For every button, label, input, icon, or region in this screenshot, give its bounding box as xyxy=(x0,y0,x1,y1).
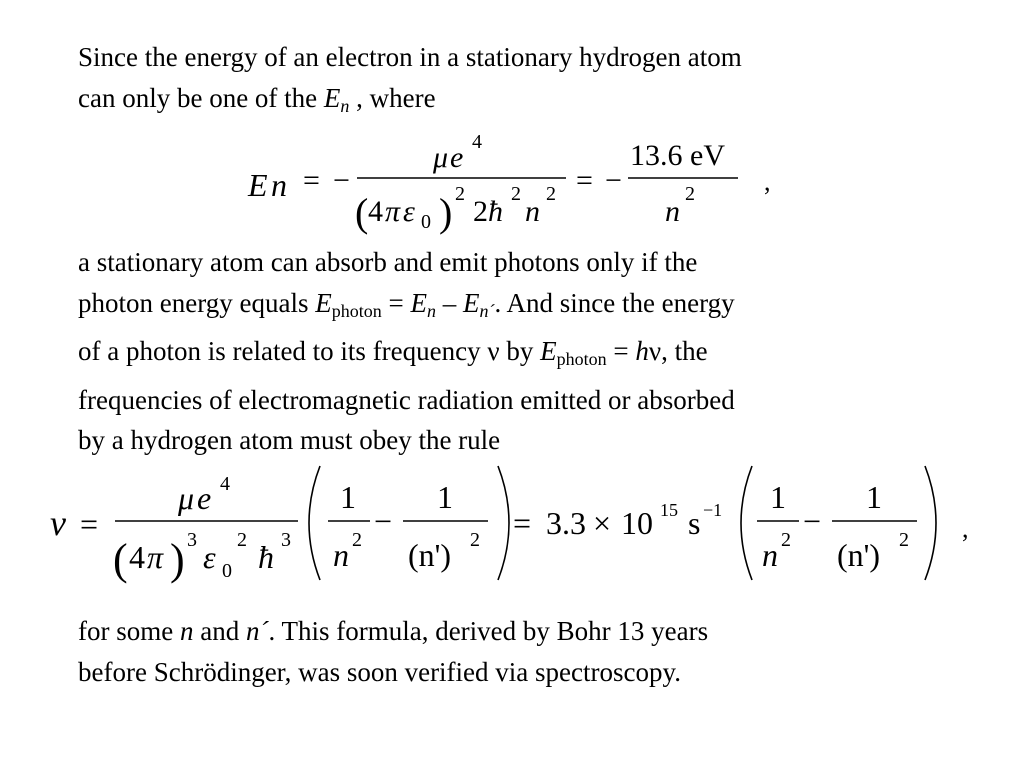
eq1-exp-4: 4 xyxy=(472,131,482,153)
eq1-four: 4 xyxy=(368,195,383,228)
conclusion-paragraph xyxy=(78,611,958,692)
eq2-times: × xyxy=(593,505,612,541)
eq2-epsilon-exp-2: 2 xyxy=(237,529,247,551)
eq2-hbar-exp-3: 3 xyxy=(281,529,291,551)
conclusion-line-2: before Schrödinger, was soon verified via spectroscopy. xyxy=(78,656,681,687)
eq2-n-c-exp-2: 2 xyxy=(781,529,791,551)
eq2-mu: μ xyxy=(178,480,195,516)
eq1-denominator-exp-2: 2 xyxy=(685,183,695,205)
eq2-one-b: 1 xyxy=(437,479,453,515)
eq1-two: 2 xyxy=(473,195,488,228)
conclusion-n: n xyxy=(179,616,194,646)
photon-line-1: a stationary atom can absorb and emit photons only if the xyxy=(78,247,698,277)
eq2-pi: π xyxy=(147,539,164,575)
eq1-rparen: ) xyxy=(439,190,453,235)
eq1-hbar-exp-2: 2 xyxy=(511,183,521,205)
eq2-nprime-d-exp-2: 2 xyxy=(899,529,909,551)
energy-nprime-symbol: E xyxy=(462,287,480,318)
eq1-minus-2: − xyxy=(605,164,622,197)
photon-subscript-2: photon xyxy=(556,349,607,369)
eq2-epsilon-sub-0: 0 xyxy=(222,560,232,582)
eq1-epsilon-sub-0: 0 xyxy=(421,211,431,233)
energy-n-symbol: E xyxy=(410,287,427,318)
eq2-hbar: ħ xyxy=(258,539,274,575)
eq2-nprime-a-exp-2: 2 xyxy=(470,529,480,551)
photon-energy-symbol-2: E xyxy=(540,336,557,366)
eq2-e: e xyxy=(197,480,212,516)
planck-h: h xyxy=(635,336,649,366)
frequency-nu: ν xyxy=(648,336,662,366)
eq1-lparen: ( xyxy=(355,190,369,235)
conclusion-and: and xyxy=(200,616,240,646)
eq2-epsilon: ε xyxy=(203,539,216,575)
eq1-n: n xyxy=(525,195,540,228)
energy-subscript: n xyxy=(340,95,350,116)
photon-minus: – xyxy=(442,287,457,318)
eq2-equals-2: = xyxy=(513,505,532,541)
eq1-equals-2: = xyxy=(576,164,593,197)
eq2-paren-exp-3: 3 xyxy=(187,529,197,551)
photon-equals-2: = xyxy=(613,336,629,366)
eq2-one-d: 1 xyxy=(866,479,882,515)
eq2-four: 4 xyxy=(129,539,145,575)
eq2-exp-15: 15 xyxy=(660,500,678,520)
photon-line-3-end: , the xyxy=(661,336,708,366)
eq2-big-lparen-2 xyxy=(741,466,752,580)
eq1-denominator-n: n xyxy=(665,195,680,228)
eq2-exp-neg-1: −1 xyxy=(703,500,723,520)
eq2-n-c: n xyxy=(762,537,778,573)
intro-line-1: Since the energy of an electron in a stationary hydrogen atom xyxy=(78,42,742,72)
eq2-n-a: n xyxy=(333,537,349,573)
conclusion-line-1-end: . This formula, derived by Bohr 13 years xyxy=(268,616,709,646)
eq1-pi: π xyxy=(385,195,401,228)
eq1-value-13-6-ev: 13.6 eV xyxy=(630,139,725,172)
eq1-equals: = xyxy=(303,164,320,197)
energy-symbol: E xyxy=(323,82,341,113)
photon-equals: = xyxy=(388,287,404,318)
eq1-minus: − xyxy=(333,164,350,197)
eq2-nprime-a: (n') xyxy=(408,537,452,573)
energy-n-subscript: n xyxy=(426,300,436,321)
eq1-n-subscript: n xyxy=(271,167,287,203)
energy-nprime-subscript: n´ xyxy=(479,300,495,321)
eq2-nu: ν xyxy=(50,503,66,543)
eq2-ten: 10 xyxy=(621,505,653,541)
eq2-exp-4: 4 xyxy=(220,473,230,495)
eq1-comma: , xyxy=(764,167,771,196)
photon-energy-symbol: E xyxy=(315,287,332,318)
photon-line-5: by a hydrogen atom must obey the rule xyxy=(78,425,501,455)
eq1-paren-exp-2: 2 xyxy=(455,183,465,205)
eq2-minus-a: − xyxy=(374,503,393,539)
eq1-e: e xyxy=(450,141,464,174)
eq1-E: E xyxy=(248,167,268,203)
eq1-n-exp-2: 2 xyxy=(546,183,556,205)
eq1-hbar: ħ xyxy=(488,195,503,228)
eq2-rparen: ) xyxy=(170,535,185,584)
eq1-epsilon: ε xyxy=(403,195,415,228)
conclusion-nprime: n´ xyxy=(245,616,269,646)
eq2-big-rparen-2 xyxy=(925,466,936,580)
photon-line-2-start: photon energy equals xyxy=(78,287,309,318)
eq2-big-lparen-1 xyxy=(309,466,320,580)
eq2-big-rparen-1 xyxy=(498,466,509,580)
eq2-comma: , xyxy=(962,514,969,543)
photon-line-2-end: . And since the energy xyxy=(494,287,735,318)
eq1-mu: μ xyxy=(433,141,449,174)
photon-subscript: photon xyxy=(331,300,382,321)
eq2-lparen: ( xyxy=(113,535,128,584)
eq2-one-c: 1 xyxy=(770,479,786,515)
conclusion-line-1-start: for some xyxy=(78,616,174,646)
photon-line-4: frequencies of electromagnetic radiation emitted or absorbed xyxy=(78,384,735,415)
intro-line-2-start: can only be one of the xyxy=(78,82,318,113)
eq2-one-a: 1 xyxy=(340,479,356,515)
eq2-n-a-exp-2: 2 xyxy=(352,529,362,551)
eq2-minus-c: − xyxy=(803,503,822,539)
intro-line-2-end: , where xyxy=(356,82,436,113)
eq2-equals: = xyxy=(80,506,99,542)
photon-line-3-start: of a photon is related to its frequency ν by xyxy=(78,336,534,366)
eq2-unit-s: s xyxy=(688,505,701,541)
eq2-nprime-d: (n') xyxy=(837,537,881,573)
eq2-coefficient: 3.3 xyxy=(546,505,586,541)
